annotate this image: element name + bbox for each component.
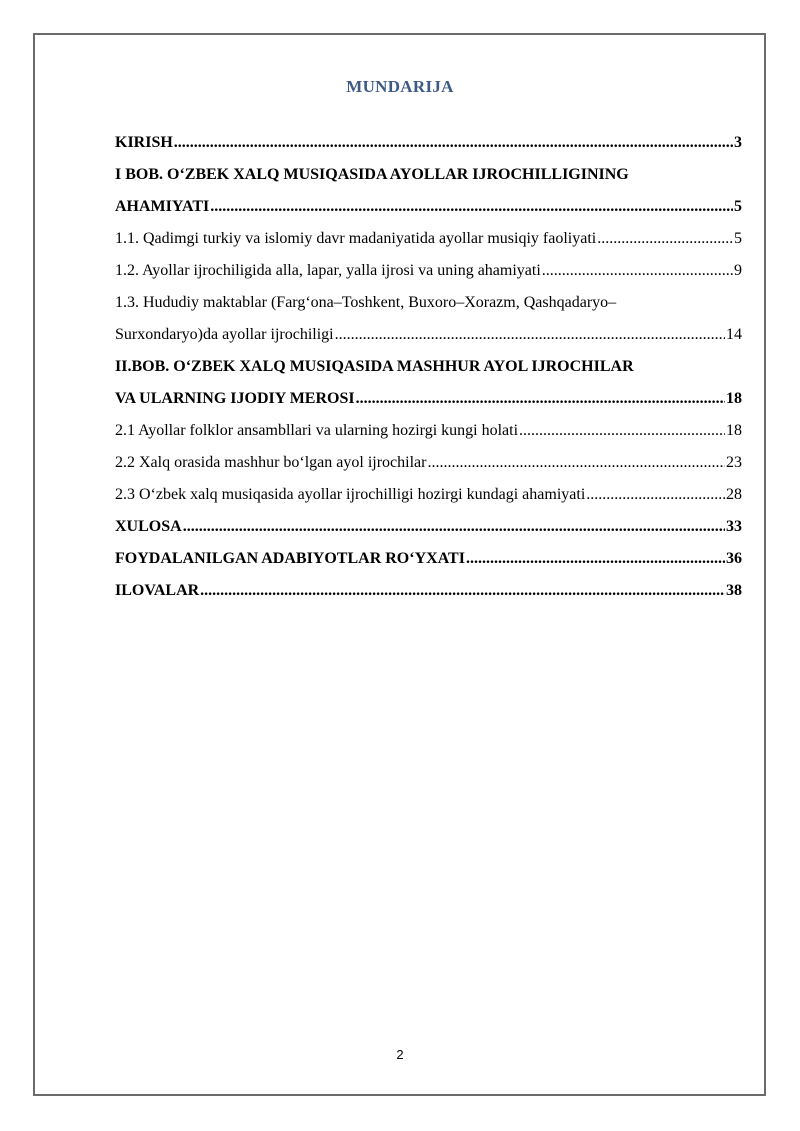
dot-leader [200,575,725,607]
toc-entry-chapter-2-line-2[interactable] [115,383,742,415]
toc-entry-text: 2.3 O‘zbek xalq musiqasida ayollar ijrochilligi hozirgi kundagi ahamiyati [115,486,586,503]
toc-entry-text: 1.2. Ayollar ijrochiligida alla, lapar, yalla ijrosi va uning ahamiyati [115,262,541,279]
toc-entry-2-2[interactable] [115,447,742,479]
toc-entry-xulosa[interactable] [115,511,742,543]
dot-leader [174,127,733,159]
toc-entry-chapter-1-line-2[interactable] [115,191,742,223]
toc-entry-page: 36 [726,550,742,567]
table-of-contents [115,127,742,607]
toc-entry-text: 1.3. Hududiy maktablar (Farg‘ona–Toshkent, Buxoro–Xorazm, Qashqadaryo– [115,294,617,311]
page-number: 2 [396,1047,404,1062]
dot-leader [542,255,733,287]
toc-entry-text: 1.1. Qadimgi turkiy va islomiy davr madaniyatida ayollar musiqiy faoliyati [115,230,597,247]
toc-entry-page: 33 [726,518,742,535]
dot-leader [356,383,725,415]
toc-entry-appendices[interactable] [115,575,742,607]
toc-entry-text: FOYDALANILGAN ADABIYOTLAR RO‘YXATI [115,550,465,567]
dot-leader [183,511,725,543]
dot-leader [210,191,733,223]
toc-entry-chapter-1-line-1[interactable] [115,159,742,191]
dot-leader [586,479,725,511]
toc-entry-text: II.BOB. O‘ZBEK XALQ MUSIQASIDA MASHHUR AYOL IJROCHILAR [115,358,634,375]
toc-entry-text: XULOSA [115,518,182,535]
toc-entry-page: 23 [726,454,742,471]
dot-leader [466,543,725,575]
toc-entry-text: 2.2 Xalq orasida mashhur bo‘lgan ayol ijrochilar [115,454,427,471]
dot-leader [335,319,725,351]
toc-entry-text: 2.1 Ayollar folklor ansambllari va ularning hozirgi kungi holati [115,422,519,439]
toc-entry-page: 14 [726,326,742,343]
toc-entry-text: I BOB. O‘ZBEK XALQ MUSIQASIDA AYOLLAR IJROCHILLIGINING [115,166,629,183]
toc-entry-text: KIRISH [115,134,173,151]
toc-entry-page: 5 [734,198,742,215]
toc-entry-page: 3 [734,134,742,151]
toc-entry-text: Surxondaryo)da ayollar ijrochiligi [115,326,334,343]
dot-leader [427,447,725,479]
toc-entry-1-3-line-2[interactable] [115,319,742,351]
toc-entry-2-1[interactable] [115,415,742,447]
toc-entry-text: VA ULARNING IJODIY MEROSI [115,390,355,407]
toc-entry-1-1[interactable] [115,223,742,255]
toc-entry-page: 28 [726,486,742,503]
toc-entry-page: 18 [726,390,742,407]
dot-leader [519,415,725,447]
toc-entry-chapter-2-line-1[interactable] [115,351,742,383]
toc-entry-2-3[interactable] [115,479,742,511]
toc-entry-page: 5 [734,230,742,247]
dot-leader [597,223,733,255]
toc-entry-1-3-line-1[interactable] [115,287,742,319]
toc-entry-page: 38 [726,582,742,599]
toc-entry-bibliography[interactable] [115,543,742,575]
toc-title: MUNDARIJA [346,77,454,96]
toc-entry-text: ILOVALAR [115,582,200,599]
toc-entry-kirish[interactable] [115,127,742,159]
toc-entry-page: 18 [726,422,742,439]
toc-entry-page: 9 [734,262,742,279]
toc-entry-text: AHAMIYATI [115,198,210,215]
toc-entry-1-2[interactable] [115,255,742,287]
